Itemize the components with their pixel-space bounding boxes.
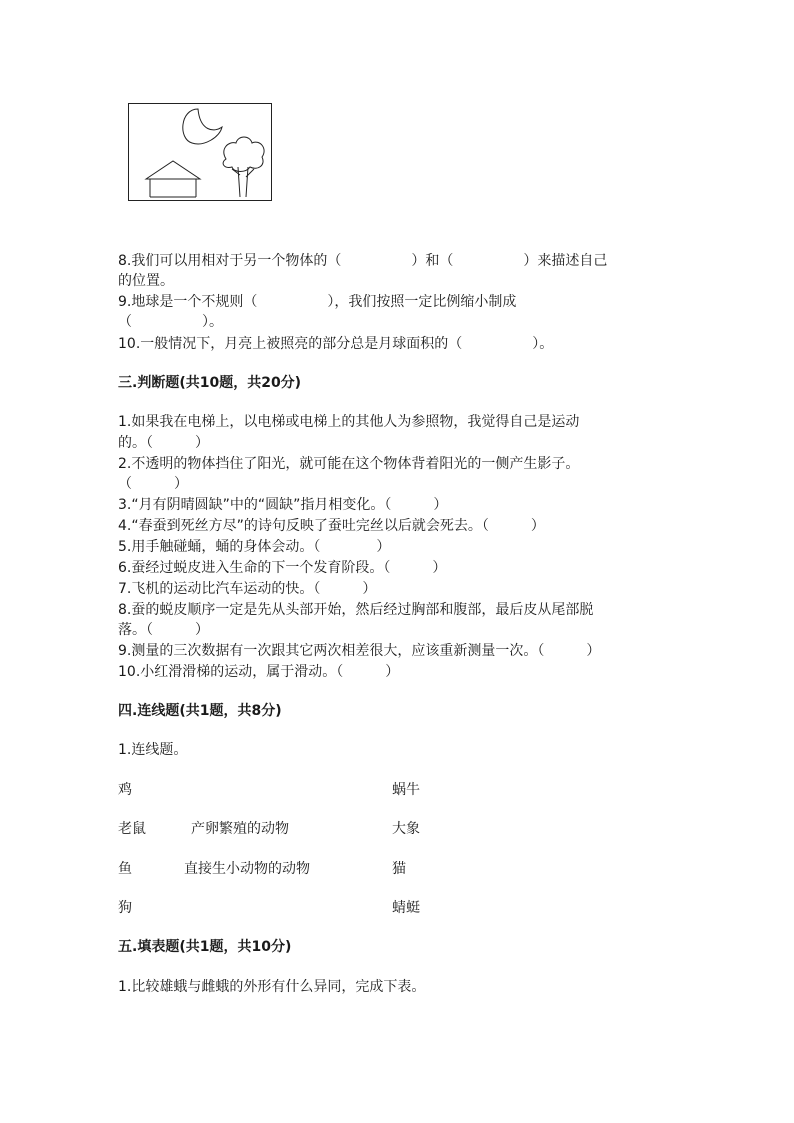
judge-question-line: 的。（ ） xyxy=(118,435,209,451)
fill-question-line: 9.地球是一个不规则（ ），我们按照一定比例缩小制成 xyxy=(118,294,517,310)
match-left-item: 鱼 xyxy=(118,861,132,877)
match-left-item: 鸡 xyxy=(118,782,132,798)
match-middle-item: 直接生小动物的动物 xyxy=(184,861,310,877)
fill-question-line: 10.一般情况下，月亮上被照亮的部分总是月球面积的（ ）。 xyxy=(118,336,554,352)
fill-question-line: 的位置。 xyxy=(118,273,174,289)
moon-house-tree-figure xyxy=(128,103,272,201)
table-question: 1.比较雄蛾与雌蛾的外形有什么异同，完成下表。 xyxy=(118,979,426,995)
judge-question-line: 4.“春蚕到死丝方尽”的诗句反映了蚕吐完丝以后就会死去。（ ） xyxy=(118,518,545,534)
judge-question-line: 3.“月有阴晴圆缺”中的“圆缺”指月相变化。（ ） xyxy=(118,497,448,513)
match-right-item: 蜗牛 xyxy=(392,782,420,798)
match-right-item: 猫 xyxy=(392,861,406,877)
judge-question-line: 6.蚕经过蜕皮进入生命的下一个发育阶段。（ ） xyxy=(118,560,447,576)
match-right-item: 大象 xyxy=(392,821,420,837)
judge-question-line: 落。（ ） xyxy=(118,622,209,638)
match-left-item: 狗 xyxy=(118,900,132,916)
fill-question-line: （ ）。 xyxy=(118,314,223,330)
judge-question-line: 10.小红滑滑梯的运动，属于滑动。（ ） xyxy=(118,664,400,680)
judge-question-line: 1.如果我在电梯上，以电梯或电梯上的其他人为参照物，我觉得自己是运动 xyxy=(118,414,580,430)
section-heading: 五.填表题(共1题，共10分) xyxy=(118,939,292,955)
match-middle-item: 产卵繁殖的动物 xyxy=(191,821,289,837)
match-question: 1.连线题。 xyxy=(118,742,188,758)
judge-question-line: （ ） xyxy=(118,476,188,492)
section-heading: 四.连线题(共1题，共8分) xyxy=(118,703,282,719)
match-left-item: 老鼠 xyxy=(118,821,146,837)
fill-question-line: 8.我们可以用相对于另一个物体的（ ）和（ ）来描述自己 xyxy=(118,253,608,269)
judge-question-line: 8.蚕的蜕皮顺序一定是先从头部开始，然后经过胸部和腹部，最后皮从尾部脱 xyxy=(118,602,594,618)
judge-question-line: 9.测量的三次数据有一次跟其它两次相差很大，应该重新测量一次。（ ） xyxy=(118,643,601,659)
judge-question-line: 2.不透明的物体挡住了阳光，就可能在这个物体背着阳光的一侧产生影子。 xyxy=(118,456,580,472)
judge-question-line: 5.用手触碰蛹，蛹的身体会动。（ ） xyxy=(118,539,391,555)
judge-question-line: 7.飞机的运动比汽车运动的快。（ ） xyxy=(118,581,377,597)
match-right-item: 蜻蜓 xyxy=(392,900,420,916)
section-heading: 三.判断题(共10题，共20分) xyxy=(118,375,302,391)
